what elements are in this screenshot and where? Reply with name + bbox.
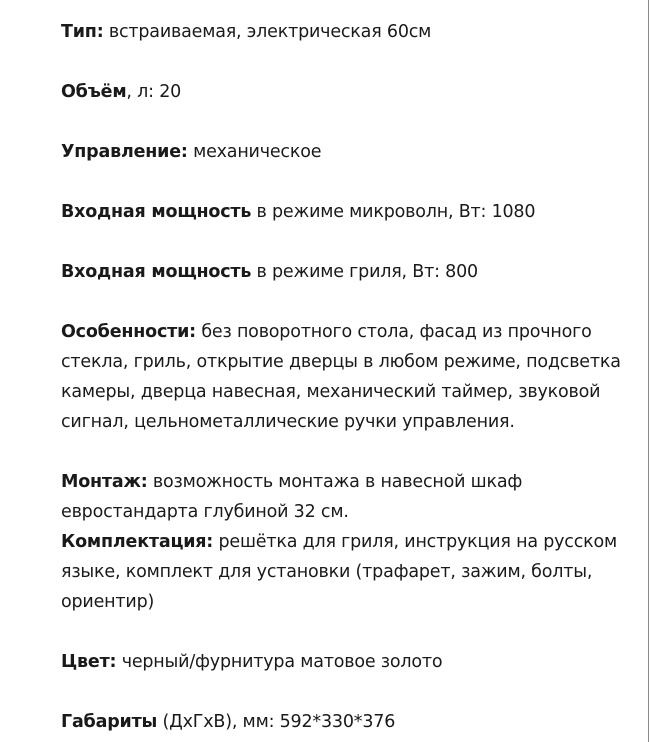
spec-type-label: Тип: (61, 22, 104, 42)
spec-color (61, 647, 641, 677)
spec-color-value: черный/фурнитура матовое золото (116, 652, 443, 672)
spec-package-label: Комплектация: (61, 532, 214, 552)
spec-color-label: Цвет: (61, 652, 117, 672)
spec-package-value: решётка для гриля, инструкция на русском языке, комплект для установки (трафарет, зажим, болты, ориентир) (61, 532, 618, 612)
spec-power-microwave (61, 197, 641, 227)
spec-mounting (61, 467, 641, 527)
spec-power-grill (61, 257, 641, 287)
spec-type-value: встраиваемая, электрическая 60см (103, 22, 432, 42)
spec-mounting-label: Монтаж: (61, 472, 148, 492)
spec-power-microwave-label: Входная мощность (61, 202, 252, 222)
spec-package (61, 527, 641, 617)
spec-dimensions-value: (ДхГхВ), мм: 592*330*376 (157, 712, 396, 732)
spec-power-grill-value: в режиме гриля, Вт: 800 (251, 262, 478, 282)
spec-dimensions (61, 707, 641, 737)
spec-power-microwave-value: в режиме микроволн, Вт: 1080 (251, 202, 536, 222)
spec-volume-label: Объём (61, 82, 127, 102)
spec-power-grill-label: Входная мощность (61, 262, 252, 282)
spec-volume-value: , л: 20 (126, 82, 182, 102)
spec-volume (61, 77, 641, 107)
spec-features-value: без поворотного стола, фасад из прочного стекла, гриль, открытие дверцы в любом режиме, подсветка камеры, дверца навесная, механический таймер, звуковой сигнал, цельнометаллические ручки управления. (61, 322, 621, 432)
spec-dimensions-label: Габариты (61, 712, 158, 732)
spec-control (61, 137, 641, 167)
spec-mounting-value: возможность монтажа в навесной шкаф евростандарта глубиной 32 см. (61, 472, 523, 522)
spec-control-label: Управление: (61, 142, 188, 162)
spec-features (61, 317, 641, 437)
spec-type (61, 17, 641, 47)
spec-control-value: механическое (187, 142, 322, 162)
spec-features-label: Особенности: (61, 322, 196, 342)
